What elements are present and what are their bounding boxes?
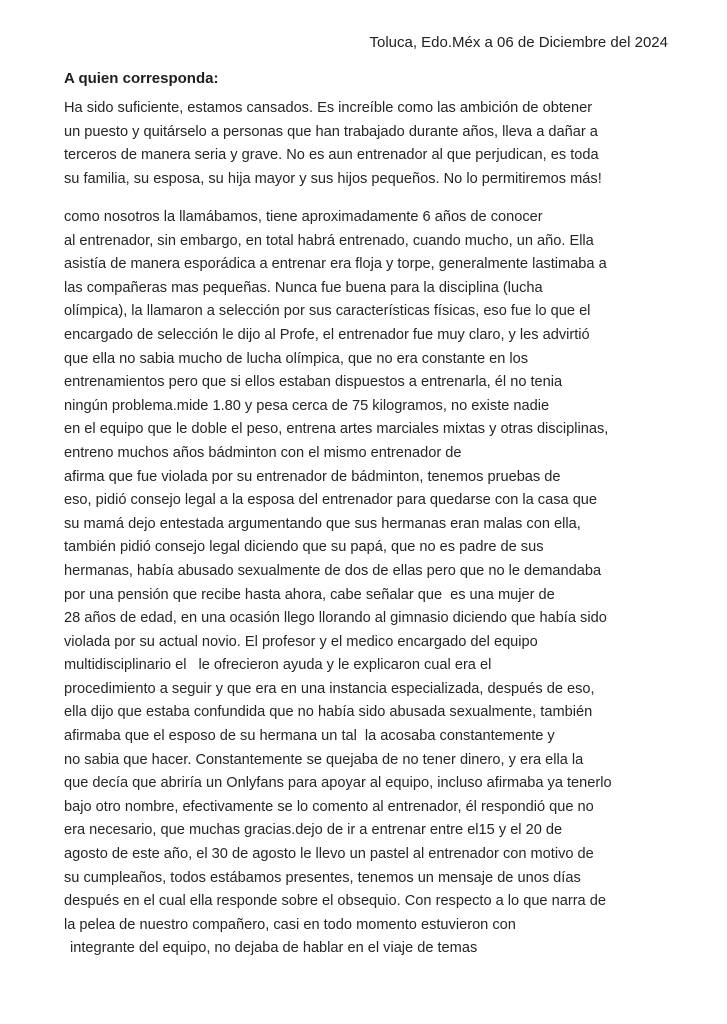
text-line: ella dijo que estaba confundida que no había sido abusada sexualmente, también [64, 704, 593, 721]
text-line: su cumpleaños, todos estábamos presentes, tenemos un mensaje de unos días [64, 869, 581, 886]
text-line: agosto de este año, el 30 de agosto le llevo un pastel al entrenador con motivo de [64, 846, 594, 863]
text-line: eso, pidió consejo legal a la esposa del entrenador para quedarse con la casa que [64, 492, 598, 509]
text-line: su familia, su esposa, su hija mayor y sus hijos pequeños. No lo permitiremos más! [64, 170, 602, 187]
text-line: que decía que abriría un Onlyfans para apoyar al equipo, incluso afirmaba ya tenerlo [64, 775, 612, 792]
text-line: también pidió consejo legal diciendo que su papá, que no es padre de sus [64, 539, 544, 556]
text-line: en el equipo que le doble el peso, entrena artes marciales mixtas y otras disciplinas, [64, 421, 609, 438]
text-line: violada por su actual novio. El profesor y el medico encargado del equipo [64, 633, 538, 650]
text-line: Ha sido suficiente, estamos cansados. Es increíble como las ambición de obtener [64, 100, 593, 116]
text-line: hermanas, había abusado sexualmente de dos de ellas pero que no le demandaba [64, 562, 602, 579]
place-date: Toluca, Edo.Méx a 06 de Diciembre del 2024 [369, 34, 668, 51]
text-line: afirma que fue violada por su entrenador de bádminton, tenemos pruebas de [64, 468, 561, 485]
paragraph-2 [64, 206, 666, 961]
text-line: terceros de manera seria y grave. No es aun entrenador al que perjudican, es toda [64, 147, 599, 164]
text-line: olímpica), la llamaron a selección por sus características físicas, eso fue lo que el [64, 303, 591, 320]
text-line: entreno muchos años bádminton con el mismo entrenador de [64, 444, 462, 461]
text-line: afirmaba que el esposo de su hermana un tal la acosaba constantemente y [64, 728, 555, 745]
text-line: multidisciplinario el le ofrecieron ayuda y le explicaron cual era el [64, 657, 492, 674]
text-line: no sabia que hacer. Constantemente se quejaba de no tener dinero, y era ella la [64, 751, 584, 768]
text-line: procedimiento a seguir y que era en una instancia especializada, después de eso, [64, 680, 595, 697]
text-line: entrenamientos pero que si ellos estaban dispuestos a entrenarla, él no tenia [64, 374, 563, 391]
greeting: A quien corresponda: [64, 70, 219, 87]
text-line: un puesto y quitárselo a personas que han trabajado durante años, lleva a dañar a [64, 123, 598, 140]
text-line: asistía de manera esporádica a entrenar era floja y torpe, generalmente lastimaba a [64, 256, 607, 273]
text-line: que ella no sabia mucho de lucha olímpica, que no era constante en los [64, 350, 529, 367]
text-line: ningún problema.mide 1.80 y pesa cerca de 75 kilogramos, no existe nadie [64, 397, 550, 414]
text-line: después en el cual ella responde sobre el obsequio. Con respecto a lo que narra de [64, 893, 606, 910]
text-line: bajo otro nombre, efectivamente se lo comento al entrenador, él respondió que no [64, 798, 594, 815]
text-line: encargado de selección le dijo al Profe, el entrenador fue muy claro, y les advirtió [64, 326, 590, 343]
text-line: como nosotros la llamábamos, tiene aproximadamente 6 años de conocer [64, 209, 543, 225]
text-line: era necesario, que muchas gracias.dejo de ir a entrenar entre el15 y el 20 de [64, 822, 563, 839]
paragraph-1 [64, 97, 666, 191]
text-line: 28 años de edad, en una ocasión llego llorando al gimnasio diciendo que había sido [64, 610, 607, 627]
text-line: las compañeras mas pequeñas. Nunca fue buena para la disciplina (lucha [64, 279, 543, 296]
text-line: al entrenador, sin embargo, en total habrá entrenado, cuando mucho, un año. Ella [64, 232, 594, 249]
text-line: integrante del equipo, no dejaba de hablar en el viaje de temas [70, 940, 478, 957]
text-line: su mamá dejo entestada argumentando que sus hermanas eran malas con ella, [64, 515, 581, 532]
text-line: la pelea de nuestro compañero, casi en todo momento estuvieron con [64, 916, 516, 933]
text-line: por una pensión que recibe hasta ahora, cabe señalar que es una mujer de [64, 586, 555, 603]
